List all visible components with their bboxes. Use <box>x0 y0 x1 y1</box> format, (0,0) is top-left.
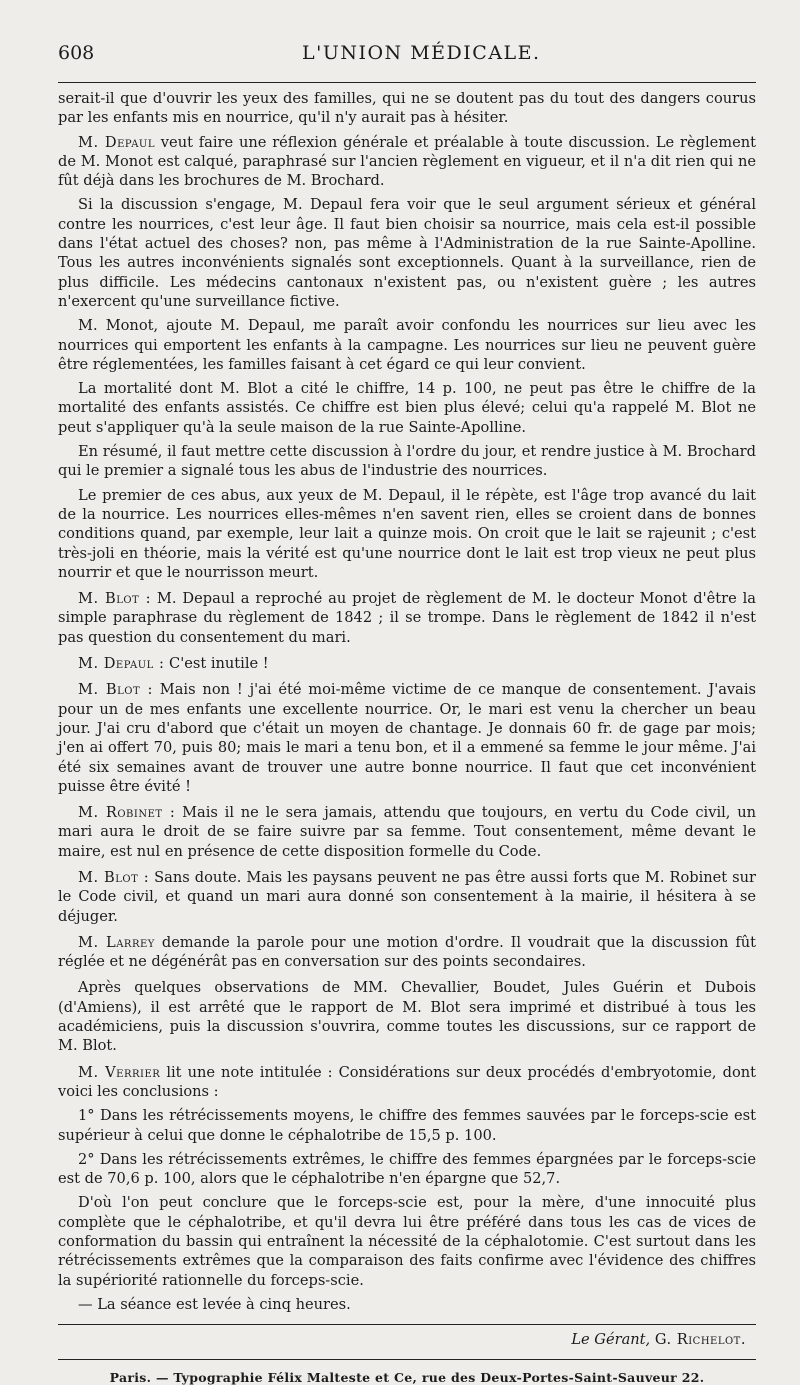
speaker-name: M. Depaul <box>78 133 155 151</box>
imprint-rule <box>58 1359 756 1360</box>
paragraph-text: 1° Dans les rétrécissements moyens, le chiffre des femmes sauvées par le forceps-scie est supérieur à celui que donne le céphalotribe de 15,5 p. 100. <box>58 1107 756 1144</box>
gerant-signature <box>58 1331 756 1353</box>
paragraph-text: En résumé, il faut mettre cette discussion à l'ordre du jour, et rendre justice à M. Brochard qui le premier a signalé tous les abus de l'industrie des nourrices. <box>58 443 756 480</box>
paragraph <box>58 1106 756 1145</box>
paragraph <box>58 195 756 311</box>
paragraph-text: D'où l'on peut conclure que le forceps-scie est, pour la mère, d'une innocuité plus complète que le céphalotribe, et qu'il devra lui être préféré dans tous les cas de vices de conformation du bassin qui entraînent la nécessité de la céphalotomie. C'est surtout dans les rétrécissements extrêmes que la comparaison des faits confirme avec l'évidence des chiffres la supériorité rationnelle du forceps-scie. <box>58 1194 756 1289</box>
page-header <box>58 42 756 76</box>
paragraph-text: serait-il que d'ouvrir les yeux des familles, qui ne se doutent pas du tout des dangers courus par les enfants mis en nourrice, qu'il n'y aurait pas à hésiter. <box>58 90 756 127</box>
paragraph-text: demande la parole pour une motion d'ordre. Il voudrait que la discussion fût réglée et ne dégénérât pas en conversation sur des points secondaires. <box>58 933 756 971</box>
paragraph <box>58 316 756 374</box>
speaker-name: M. Larrey <box>78 933 155 951</box>
paragraph-text: Sans doute. Mais les paysans peuvent ne pas être aussi forts que M. Robinet sur le Code civil, et quand un mari aura donné son consentement à la mairie, il hésitera à se déjuger. <box>58 868 756 925</box>
paragraph <box>58 589 756 647</box>
paragraph <box>58 933 756 972</box>
paragraph <box>58 1295 756 1314</box>
gerant-name: G. Richelot. <box>654 1331 746 1349</box>
paragraph-text: Mais il ne le sera jamais, attendu que toujours, en vertu du Code civil, un mari aura le droit de se faire suivre par sa femme. Tout consentement, même devant le maire, est nul en présence de cette disposition formelle du Code. <box>58 804 757 860</box>
paragraph-text: — La séance est levée à cinq heures. <box>78 1295 351 1313</box>
paragraph-text: M. Monot, ajoute M. Depaul, me paraît avoir confondu les nourrices sur lieu avec les nourrices qui emportent les enfants à la campagne. Les nourrices sur lieu ne peuvent guère être réglementées, les familles faisant à cet égard ce qui leur convient. <box>58 317 756 373</box>
header-rule <box>58 82 756 83</box>
gerant-label: Le Gérant, <box>571 1331 651 1349</box>
speaker-name: M. Blot : <box>78 590 152 608</box>
speaker-name: M. Verrier <box>78 1063 161 1081</box>
paragraph <box>58 442 756 481</box>
paragraph <box>58 680 756 796</box>
paragraph <box>58 654 756 673</box>
paragraph <box>58 1063 756 1102</box>
printer-imprint: Paris. — Typographie Félix Malteste et Ce, rue des Deux-Portes-Saint-Sauveur 22. <box>109 1370 705 1385</box>
paragraph-text: M. Depaul a reproché au projet de règlement de M. le docteur Monot d'être la simple paraphrase du règlement de 1842 ; il se trompe. Dans le règlement de 1842 il n'est pas question du consentement du mari. <box>58 590 756 646</box>
speaker-name: M. Robinet : <box>78 804 176 822</box>
paragraph <box>58 486 756 582</box>
paragraph-text: La mortalité dont M. Blot a cité le chiffre, 14 p. 100, ne peut pas être le chiffre de la mortalité des enfants assistés. Ce chiffre est bien plus élevé; celui qu'a rappelé M. Blot ne peut s'appliquer qu'à la seule maison de la rue Sainte-Apolline. <box>58 380 756 436</box>
paragraph-text: Le premier de ces abus, aux yeux de M. Depaul, il le répète, est l'âge trop avancé du lait de la nourrice. Les nourrices elles-mêmes n'en savent rien, elles se croient dans de bonnes conditions quand, par exemple, leur lait a quinze mois. On croit que le lait se rajeunit ; c'est très-joli en théorie, mais la vérité est qu'une nourrice dont le lait est trop vieux ne peut plus nourrir et que le nourrisson meurt. <box>58 486 756 581</box>
paragraph <box>58 379 756 437</box>
footer-rule <box>58 1324 756 1325</box>
paragraph-text: Après quelques observations de MM. Chevallier, Boudet, Jules Guérin et Dubois (d'Amiens), il est arrêté que le rapport de M. Blot sera imprimé et distribué à tous les académiciens, puis la discussion s'ouvrira, comme toutes les discussions, sur ce rapport de M. Blot. <box>58 979 756 1055</box>
paragraph-text: C'est inutile ! <box>164 655 269 673</box>
paragraph-text: 2° Dans les rétrécissements extrêmes, le chiffre des femmes épargnées par le forceps-scie est de 70,6 p. 100, alors que le céphalotribe n'en épargne que 52,7. <box>58 1150 756 1188</box>
paragraph <box>58 1193 756 1289</box>
paragraph <box>58 868 756 926</box>
paragraph-text: veut faire une réflexion générale et préalable à toute discussion. Le règlement de M. Monot est calqué, paraphrasé sur l'ancien règlement en vigueur, et il n'a dit rien qui ne fût déjà dans les brochures de M. Brochard. <box>58 133 756 190</box>
paragraph <box>58 133 756 191</box>
paragraph-text: lit une note intitulée : Considérations sur deux procédés d'embryotomie, dont voici les conclusions : <box>58 1063 757 1100</box>
paragraph <box>58 978 756 1055</box>
speaker-name: M. Blot : <box>78 681 153 699</box>
page-number: 608 <box>58 42 95 64</box>
paragraph <box>58 803 756 861</box>
speaker-name: M. Blot : <box>78 868 150 886</box>
paragraph <box>58 1150 756 1189</box>
running-title: L'UNION MÉDICALE. <box>302 42 541 64</box>
speaker-name: M. Depaul : <box>78 655 165 673</box>
paragraph-text: Si la discussion s'engage, M. Depaul fera voir que le seul argument sérieux et général contre les nourrices, c'est leur âge. Il faut bien choisir sa nourrice, mais cela est-il possible dans l'état actuel des choses? non, pas même à l'Administration de la rue Sainte-Apolline. Tous les autres inconvénients signalés sont exceptionnels. Quant à la surveillance, rien de plus difficile. Les médecins cantonaux n'existent pas, ou n'existent guère ; les autres n'exercent qu'une surveillance fictive. <box>58 196 756 310</box>
body-text <box>58 89 756 1314</box>
paragraph <box>58 89 756 128</box>
paragraph-text: Mais non ! j'ai été moi-même victime de ce manque de consentement. J'avais pour un de mes enfants une excellente nourrice. Or, le mari est venu la chercher un beau jour. J'ai cru d'abord que c'était un moyen de chantage. Je donnais 60 fr. de gage par mois; j'en ai offert 70, puis 80; mais le mari a tenu bon, et il a emmené sa femme le jour même. J'ai été six semaines avant de trouver une autre bonne nourrice. Il faut que cet inconvénient puisse être évité ! <box>58 681 757 795</box>
